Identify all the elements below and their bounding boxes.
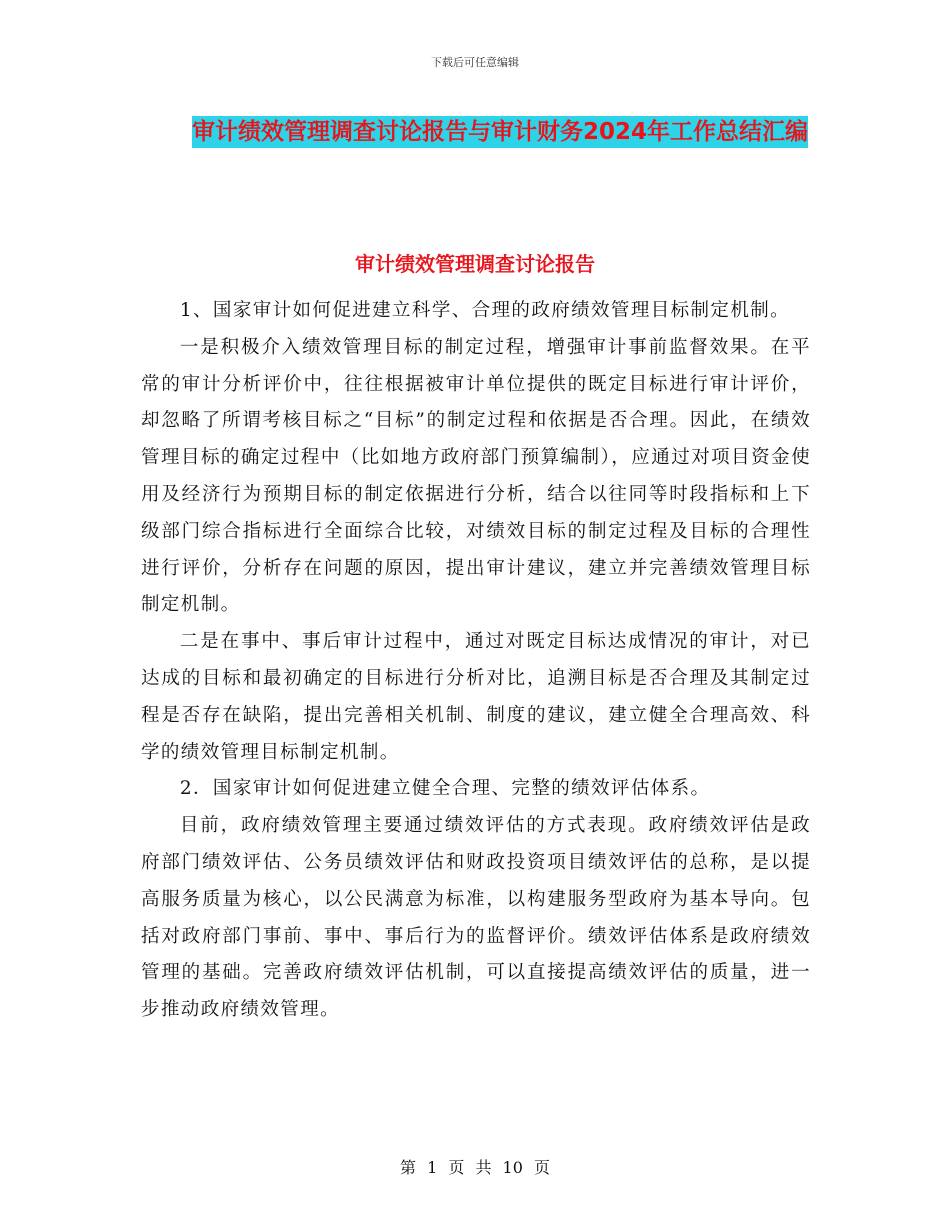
document-title-text: 审计绩效管理调查讨论报告与审计财务2024年工作总结汇编 <box>192 116 808 148</box>
paragraph-2: 一是积极介入绩效管理目标的制定过程，增强审计事前监督效果。在平常的审计分析评价中，往往根据被审计单位提供的既定目标进行审计评价，却忽略了所谓考核目标之“目标”的制定过程和依据是否合理。因此，在绩效管理目标的确定过程中（比如地方政府部门预算编制），应通过对项目资金使用及经济行为预期目标的制定依据进行分析，结合以往同等时段指标和上下级部门综合指标进行全面综合比较，对绩效目标的制定过程及目标的合理性进行评价，分析存在问题的原因，提出审计建议，建立并完善绩效管理目标制定机制。 <box>141 336 811 616</box>
document-body <box>141 293 811 1029</box>
document-title <box>140 110 860 155</box>
paragraph-4: 2．国家审计如何促进建立健全合理、完整的绩效评估体系。 <box>179 778 711 800</box>
paragraph-1: 1、国家审计如何促进建立科学、合理的政府绩效管理目标制定机制。 <box>179 300 791 321</box>
header-note: 下载后可任意编辑 <box>431 56 519 69</box>
paragraph-5: 目前，政府绩效管理主要通过绩效评估的方式表现。政府绩效评估是政府部门绩效评估、公务员绩效评估和财政投资项目绩效评估的总称，是以提高服务质量为核心，以公民满意为标准，以构建服务型政府为基本导向。包括对政府部门事前、事中、事后行为的监督评价。绩效评估体系是政府绩效管理的基础。完善政府绩效评估机制，可以直接提高绩效评估的质量，进一步推动政府绩效管理。 <box>141 815 811 1021</box>
section-heading: 审计绩效管理调查讨论报告 <box>355 252 595 276</box>
page-number: 第 1 页 共 10 页 <box>400 1158 550 1177</box>
paragraph-3: 二是在事中、事后审计过程中，通过对既定目标达成情况的审计，对已达成的目标和最初确定的目标进行分析对比，追溯目标是否合理及其制定过程是否存在缺陷，提出完善相关机制、制度的建议，建立健全合理高效、科学的绩效管理目标制定机制。 <box>141 631 811 763</box>
